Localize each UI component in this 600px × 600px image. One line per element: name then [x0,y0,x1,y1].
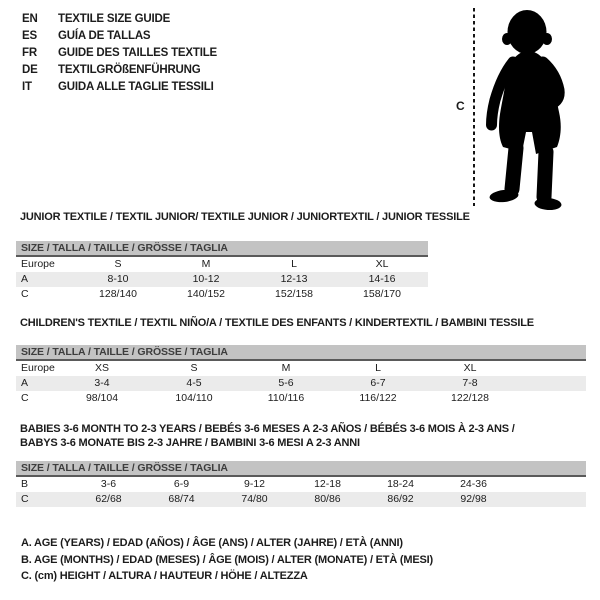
language-row [22,28,217,45]
language-row [22,45,217,62]
language-label: GUIDA ALLE TAGLIE TESSILI [58,81,214,93]
footnotes [21,535,433,585]
table-title-line: BABIES 3-6 MONTH TO 2-3 YEARS / BEBÉS 3-6 MESES A 2-3 AÑOS / BÉBÉS 3-6 MOIS À 2-3 ANS / [20,423,515,435]
cell-value: 3-4 [94,377,110,389]
cell-value: XL [463,362,477,374]
row-label: B [21,478,29,490]
cell-value: S [114,258,122,270]
cell-value: 116/122 [359,392,397,404]
childrens-textile-section [16,317,586,404]
junior-textile-section [16,211,470,300]
language-list [22,11,217,96]
cell-value: 12-18 [314,478,341,490]
cell-value: 110/116 [267,392,305,404]
cell-value: M [201,258,211,270]
language-code: ES [22,30,37,42]
cell-value: 3-6 [100,478,117,490]
cell-value: XL [375,258,389,270]
cell-value: XS [94,362,109,374]
cell-value: 10-12 [192,273,220,285]
cell-value: 24-36 [460,478,487,490]
size-header-band: SIZE / TALLA / TAILLE / GRÖSSE / TAGLIA [16,241,428,257]
row-label: A [21,377,29,389]
row-label: C [21,392,29,404]
cell-value: 6-9 [173,478,190,490]
cell-value: 4-5 [186,377,202,389]
cell-value: 128/140 [99,288,137,300]
row-label: C [21,493,29,505]
babies-textile-section [16,423,586,505]
language-row [22,62,217,79]
cell-value: 18-24 [387,478,414,490]
cell-value: 140/152 [187,288,225,300]
toddler-silhouette-icon [482,8,578,210]
table-title-line: BABYS 3-6 MONATE BIS 2-3 JAHRE / BAMBINI 3-6 MESI A 2-3 ANNI [20,436,360,449]
language-row [22,11,217,28]
table-body [16,361,586,406]
table-title [16,317,586,331]
table-title [16,423,586,450]
row-label: Europe [21,362,55,374]
footnote-line: C. (cm) HEIGHT / ALTURA / HAUTEUR / HÖHE / ALTEZZA [21,570,308,582]
cell-value: L [291,258,297,270]
language-code: EN [22,13,38,25]
cell-value: 5-6 [278,377,294,389]
cell-value: 122/128 [451,392,489,404]
cell-value: 74/80 [241,493,268,505]
table-row [16,477,586,492]
cell-value: 7-8 [462,377,478,389]
table-row [16,391,586,406]
cell-value: 98/104 [85,392,119,404]
footnote-line: B. AGE (MONTHS) / EDAD (MESES) / ÂGE (MOIS) / ALTER (MONATE) / ETÀ (MESI) [21,553,433,566]
cell-value: 62/68 [95,493,122,505]
table-row [16,376,586,391]
language-row [22,79,217,96]
table-title-line: CHILDREN'S TEXTILE / TEXTIL NIÑO/A / TEXTILE DES ENFANTS / KINDERTEXTIL / BAMBINI TESSILE [20,317,534,329]
language-code: FR [22,47,37,59]
size-header-band: SIZE / TALLA / TAILLE / GRÖSSE / TAGLIA [16,461,586,477]
row-label: Europe [21,258,55,270]
cell-value: 8-10 [107,273,129,285]
cell-value: 104/110 [175,392,213,404]
cell-value: 9-12 [243,478,265,490]
table-body [16,257,428,302]
size-table [16,461,586,507]
table-row [16,257,428,272]
cell-value: 14-16 [368,273,396,285]
cell-value: 158/170 [363,288,401,300]
language-code: IT [22,81,32,93]
cell-value: 12-13 [280,273,308,285]
cell-value: 68/74 [168,493,195,505]
cell-value: L [375,362,381,374]
language-label: GUIDE DES TAILLES TEXTILE [58,47,217,59]
cell-value: M [281,362,291,374]
language-label: GUÍA DE TALLAS [58,30,151,42]
language-code: DE [22,64,38,76]
cell-value: 86/92 [387,493,414,505]
row-label: A [21,273,29,285]
table-row [16,287,428,302]
size-table [16,345,586,406]
height-figure [440,0,600,215]
table-body [16,477,586,507]
height-marker-label: C [456,99,465,113]
cell-value: 152/158 [275,288,313,300]
cell-value: 80/86 [314,493,341,505]
size-header-band: SIZE / TALLA / TAILLE / GRÖSSE / TAGLIA [16,345,586,361]
row-label: C [21,288,29,300]
table-row [16,361,586,376]
size-table [16,241,428,302]
cell-value: 92/98 [460,493,487,505]
table-row [16,272,428,287]
language-label: TEXTILGRÖßENFÜHRUNG [58,64,201,76]
footnote-line: A. AGE (YEARS) / EDAD (AÑOS) / ÂGE (ANS) / ALTER (JAHRE) / ETÀ (ANNI) [21,537,403,549]
table-title-line: JUNIOR TEXTILE / TEXTIL JUNIOR/ TEXTILE JUNIOR / JUNIORTEXTIL / JUNIOR TESSILE [20,211,470,223]
cell-value: S [190,362,198,374]
cell-value: 6-7 [370,377,386,389]
table-title [16,211,470,225]
language-label: TEXTILE SIZE GUIDE [58,13,171,25]
table-row [16,492,586,507]
height-dashed-line [473,8,475,206]
